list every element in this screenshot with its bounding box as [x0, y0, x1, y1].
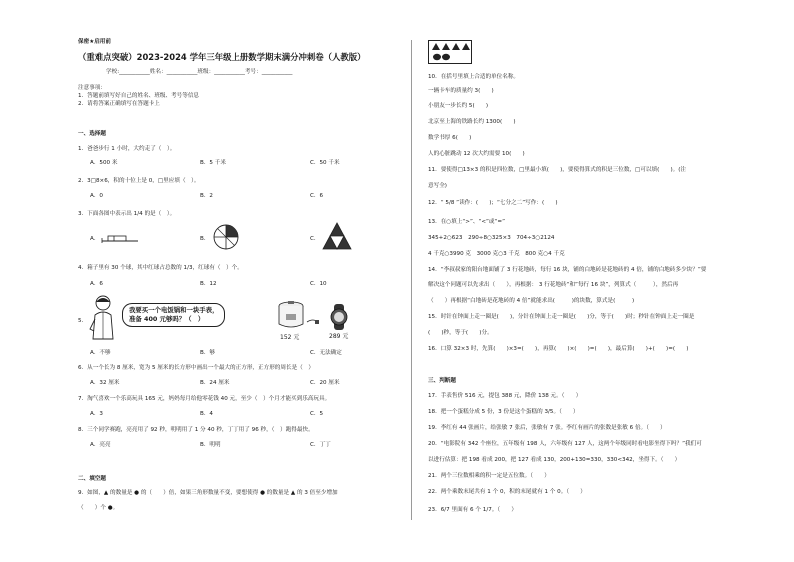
question-13-row: 4 千克○3990 克 3000 克○3 千克 800 克○4 千克: [428, 251, 565, 257]
question-17: 17．手表售价 516 元，提包 388 元，降价 138 元。（ ）: [428, 393, 582, 399]
question-15: 15．时针在钟面上走一圈是( )，分针在钟面上走一圈是( )分，等于( )时；秒针在钟面上走一圈是: [428, 314, 695, 320]
question-6: 6．从一个长为 8 厘米，宽为 5 厘米的长方形中画出一个最大的正方形，正方形的周长是（ ）: [78, 365, 314, 371]
option-a: A．3: [90, 411, 103, 417]
section-title-choice: 一、选择题: [78, 131, 106, 137]
speech-bubble: [122, 303, 225, 327]
option-a: A．6: [90, 281, 103, 287]
question-3: 3．下面各图中表示出 1/4 的是（ ）。: [78, 211, 176, 217]
exam-title: （重难点突破）2023-2024 学年三年级上册数学期末满分冲刺卷（人教版）: [78, 52, 366, 62]
question-11-continued: 意写全): [428, 183, 447, 189]
question-12: 12．“ 5/8 ”读作：( )；“七分之二”写作：( ): [428, 200, 558, 206]
question-1: 1．爸爸步行 1 小时，大约走了（ ）。: [78, 146, 176, 152]
wristwatch-icon: [328, 304, 350, 330]
question-5-number: 5．: [78, 318, 88, 324]
shaded-triangle-figure: [322, 222, 352, 250]
option-c: C．无法确定: [310, 350, 342, 356]
question-22: 22．两个乘数末尾共有 1 个 0，积的末尾就有 1 个 0。（ ）: [428, 489, 586, 495]
option-b: B．4: [200, 411, 213, 417]
segmented-bar-figure: [102, 232, 138, 244]
price-label: 289 元: [329, 333, 349, 340]
option-b: B．够: [200, 350, 216, 356]
price-label: 152 元: [280, 334, 300, 341]
option-a: A．500 米: [90, 160, 118, 166]
option-c: C．丁丁: [310, 442, 331, 448]
left-column: [78, 0, 398, 562]
option-b: B．2: [200, 193, 213, 199]
question-14-continued: 解决这个问题可以先求出（ ），再根据： 3 行花地砖“和”每行 16 块”，列算式（ ），然后再: [428, 282, 679, 288]
question-10-item: 小朋友一步长约 5( ): [428, 103, 489, 109]
question-14-continued: （ ）再根据“白地砖是花地砖的 4 倍”就能求出( )的块数，算式是( ): [428, 298, 635, 304]
shapes-figure-box: [428, 40, 472, 64]
question-20: 20．“电影院有 342 个座位，五年级有 198 人，六年级有 127 人，这两个年级同时看电影坐得下吗？”我们可: [428, 441, 702, 447]
question-11: 11．要使得□13×3 的积是四位数，□里最小填( )，要使得算式的积是三位数，□可以填( )。(注: [428, 167, 686, 173]
student-info-line: 学校:___________姓名：___________班级：___________考号：___________: [106, 69, 293, 75]
shaded-circle-figure: [213, 224, 239, 250]
question-10: 10．在括号里填上合适的单位名称。: [428, 74, 520, 80]
question-9-continued: （ ）个 ●。: [78, 505, 119, 511]
cable-plug-icon: [307, 318, 319, 326]
option-c: C．20 厘米: [310, 380, 340, 386]
circle-icon: [442, 54, 450, 60]
option-b: B．5 千米: [200, 160, 226, 166]
question-10-item: 人的心脏跳动 12 次大约需要 10( ): [428, 151, 525, 157]
note-item: 2．请将答案正确填写在答题卡上: [78, 101, 160, 107]
question-7: 7．淘气喜欢一个乐高玩具 165 元，妈妈每月给他零花钱 40 元，至少（ ）个月才能买到乐高玩具。: [78, 396, 331, 402]
question-13: 13．在○填上“>”、“<”或“=”: [428, 219, 506, 225]
question-10-item: 一辆卡车的质量约 3( ): [428, 88, 494, 94]
question-21: 21．两个三位数相乘的积一定是五位数。（ ）: [428, 473, 550, 479]
rice-cooker-icon: [277, 300, 305, 330]
option-c: C．50 千米: [310, 160, 340, 166]
note-item: 1．答题前填写好自己的姓名、班级、考号等信息: [78, 93, 200, 99]
option-b: B．: [200, 236, 210, 242]
option-a: A．不够: [90, 350, 111, 356]
option-a: A．32 厘米: [90, 380, 120, 386]
question-10-item: 数学书厚 6( ): [428, 135, 472, 141]
speech-bubble-line: 我要买一个电饭锅和一块手表，: [129, 306, 219, 314]
option-b: B．12: [200, 281, 217, 287]
option-a: A．: [90, 236, 100, 242]
option-b: B．24 厘米: [200, 380, 230, 386]
question-13-row: 345+2○623 290÷8○325×3 704÷3○2124: [428, 235, 555, 241]
option-a: A．0: [90, 193, 103, 199]
question-10-item: 北京至上海的铁路长约 1300( ): [428, 119, 516, 125]
option-c: C．10: [310, 281, 327, 287]
secret-label: 保密★启用前: [78, 39, 111, 45]
question-20-continued: 以进行估算：把 198 看成 200，把 127 看成 130，200+130=330，330<342，坐得下。（ ）: [428, 457, 681, 463]
question-8: 8．三个同学赛跑，亮亮用了 92 秒，明明用了 1 分 40 秒，丁丁用了 96 秒，（ ）跑得最快。: [78, 427, 314, 433]
column-divider: [411, 40, 412, 520]
speech-bubble-line: 准备 400 元够吗？（ ）: [129, 315, 205, 323]
question-23: 23．6/7 里面有 6 个 1/7。（ ）: [428, 507, 517, 513]
question-15-continued: ( )秒，等于( )分。: [428, 330, 493, 336]
question-9: 9．如图，▲ 的数量是 ● 的（ ）倍，如果三角形数量不变，要想使得 ● 的数量是 ▲ 的 3 倍至少增加: [78, 490, 338, 496]
notes-title: 注意事项：: [78, 85, 106, 91]
option-b: B．明明: [200, 442, 221, 448]
question-4: 4．箱子里有 30 个球，其中红球占总数的 1/3，红球有（ ）个。: [78, 265, 243, 271]
option-c: C．: [310, 236, 320, 242]
section-title-fill: 二、填空题: [78, 476, 106, 482]
option-c: C．6: [310, 193, 324, 199]
section-title-judge: 三、判断题: [428, 378, 456, 384]
question-14: 14．“李叔叔家的阳台地面铺了 3 行花地砖，每行 16 块，铺的白地砖是花地砖的 4 倍，铺的白地砖多少块？”要: [428, 267, 707, 273]
question-16: 16．口算 32×3 时，先算( )×3=( )，再算( )×( )=( )，最后算( )+( )=( ): [428, 346, 689, 352]
person-figure: [90, 295, 116, 339]
circle-icon: [433, 54, 441, 60]
right-column: [424, 0, 769, 562]
option-a: A．亮亮: [90, 442, 111, 448]
question-18: 18．把一个蛋糕分成 5 份，3 份是这个蛋糕的 3/5。（ ）: [428, 409, 579, 415]
option-c: C．5: [310, 411, 324, 417]
question-19: 19．李红有 44 张画片，给张敏 7 张后，张敏有 7 张。李红有画片的张数是张敏 6 倍。（ ）: [428, 425, 666, 431]
question-2: 2．3□8×6，积的十位上是 0，□里应填（ ）。: [78, 178, 200, 184]
